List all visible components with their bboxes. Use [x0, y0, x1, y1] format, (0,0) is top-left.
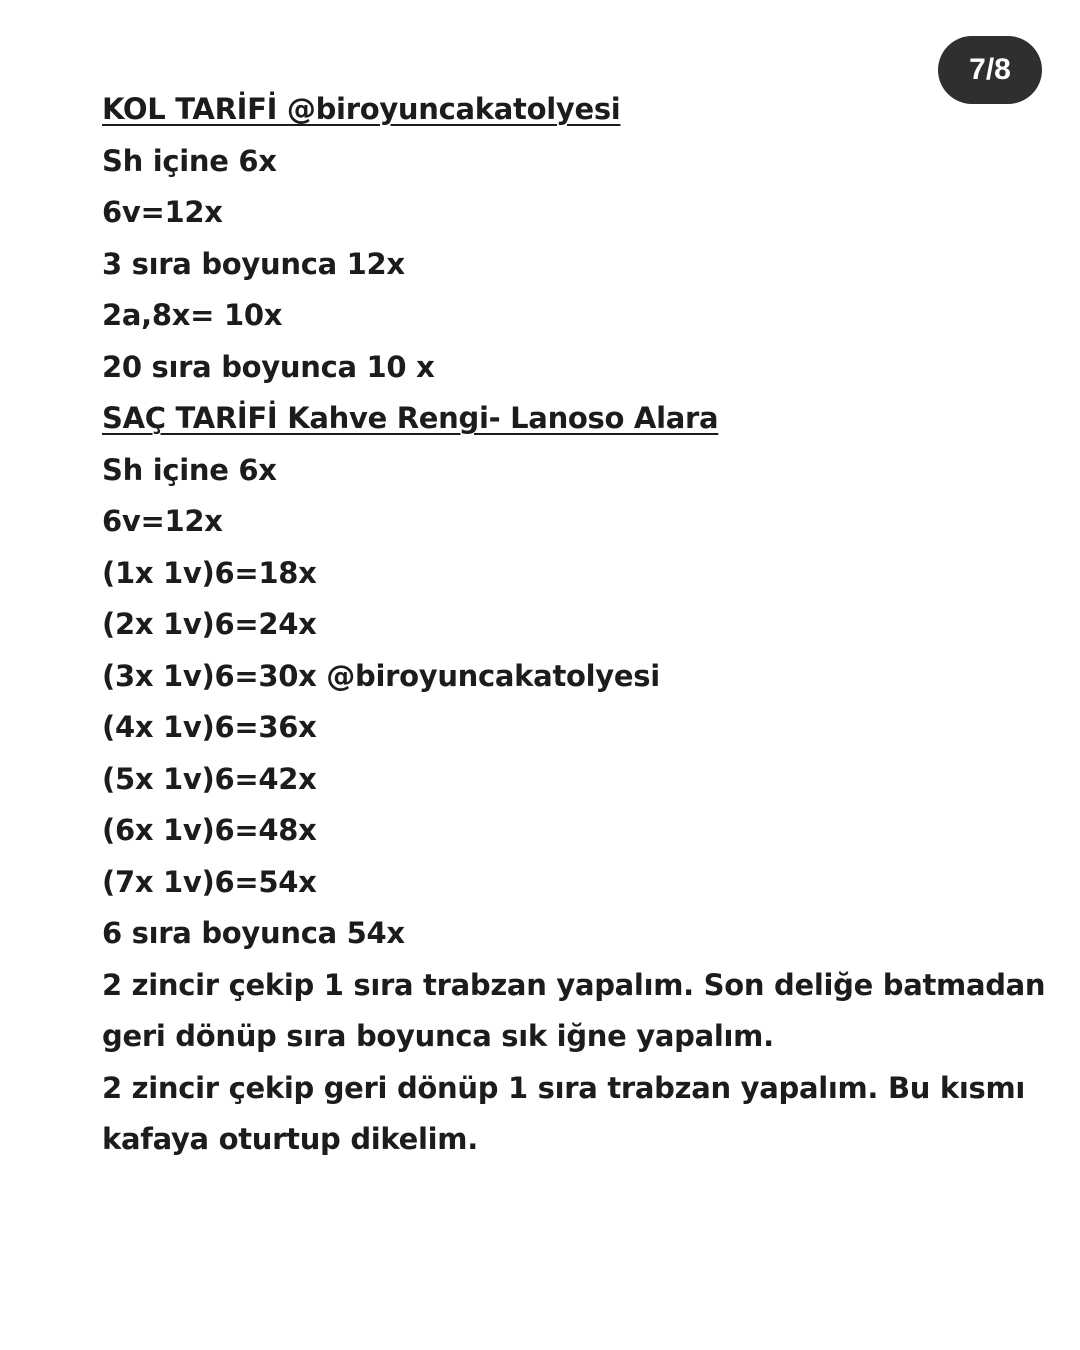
hair-row: 6 sıra boyunca 54x — [102, 916, 405, 950]
arm-row: 20 sıra boyunca 10 x — [102, 349, 435, 384]
hair-row: Sh içine 6x — [102, 452, 277, 487]
instruction-paragraph: 2 zincir çekip 1 sıra trabzan yapalım. Son deliğe batmadan geri dönüp sıra boyunca sık iğne yapalım. — [102, 967, 1046, 1053]
hair-row: (1x 1v)6=18x — [102, 555, 317, 590]
arm-row: 3 sıra boyunca 12x — [102, 246, 405, 281]
page-counter-badge: 7/8 — [938, 36, 1042, 104]
hair-row: (7x 1v)6=54x — [102, 864, 317, 899]
instruction-paragraph: 2 zincir çekip geri dönüp 1 sıra trabzan yapalım. Bu kısmı kafaya oturtup dikelim. — [102, 1070, 1026, 1156]
hair-recipe-heading — [102, 393, 1062, 445]
hair-row: (6x 1v)6=48x — [102, 813, 317, 847]
arm-row: Sh içine 6x — [102, 143, 277, 178]
hair-row: 6v=12x — [102, 504, 223, 538]
arm-recipe-heading-text: KOL TARİFİ @biroyuncakatolyesi — [102, 92, 621, 126]
hair-row: (2x 1v)6=24x — [102, 607, 317, 641]
arm-row: 2a,8x= 10x — [102, 298, 283, 332]
hair-row: (5x 1v)6=42x — [102, 761, 317, 796]
hair-row: (4x 1v)6=36x — [102, 710, 317, 744]
arm-row: 6v=12x — [102, 195, 223, 229]
hair-row: (3x 1v)6=30x @biroyuncakatolyesi — [102, 658, 660, 693]
hair-recipe-heading-text: SAÇ TARİFİ Kahve Rengi- Lanoso Alara — [102, 401, 719, 435]
arm-recipe-heading — [102, 84, 1062, 136]
recipe-document — [102, 84, 1062, 1166]
